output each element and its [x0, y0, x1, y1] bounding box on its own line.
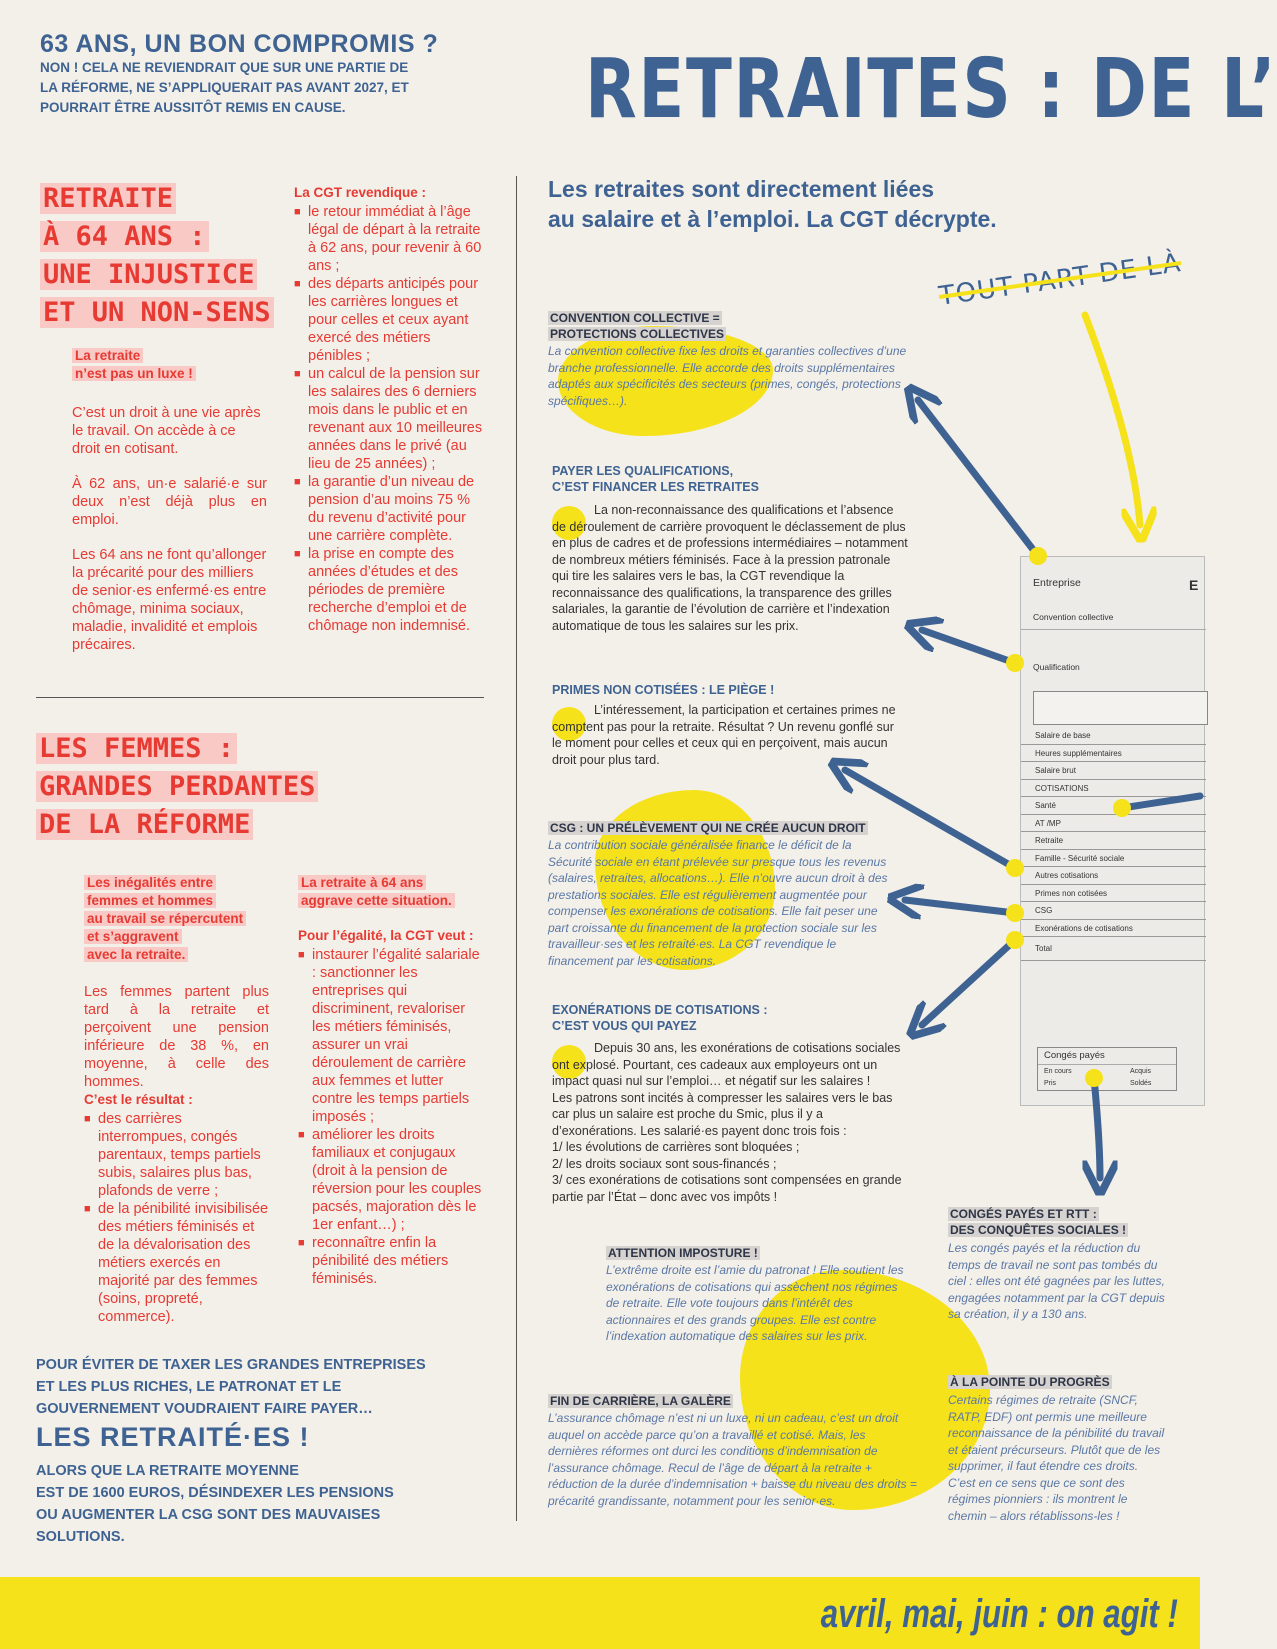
arrow-conges: [1094, 1078, 1100, 1178]
arrow-sante: [1122, 796, 1200, 808]
payslip-row: CSG: [1021, 902, 1206, 920]
connector-dot: [1006, 931, 1024, 949]
connector-dot: [1006, 904, 1024, 922]
revendique-title: La CGT revendique :: [294, 185, 427, 200]
kicker-text: NON ! CELA NE REVIENDRAIT QUE SUR UNE PARTIE DE LA RÉFORME, NE S’APPLIQUERAIT PAS AVANT 2027, ET POURRAIT ÊTRE AUSSITÔT REMIS EN CAUSE.: [40, 60, 409, 115]
connector-dot: [1006, 859, 1024, 877]
payslip-row: Famille - Sécurité sociale: [1021, 850, 1206, 868]
conges-text: Les congés payés et la réduction du temps de travail ne sont pas tombés du ciel : elles ont été gagnées par les luttes, engagées notamment par la CGT depuis sa création, il y a 130 ans.: [948, 1241, 1165, 1321]
arrow-convention: [918, 400, 1038, 556]
main-title: RETRAITES : DE L’: [585, 42, 1277, 137]
progres-title: À LA POINTE DU PROGRÈS: [950, 1375, 1110, 1389]
bottom-outro: ALORS QUE LA RETRAITE MOYENNE EST DE 1600 EUROS, DÉSINDEXER LES PENSIONS OU AUGMENTER LA CSG SONT DES MAUVAISES SOLUTIONS.: [36, 1463, 394, 1545]
attention-title: ATTENTION IMPOSTURE !: [608, 1246, 758, 1260]
payslip-row: Primes non cotisées: [1021, 885, 1206, 903]
resultat-title: C’est le résultat :: [84, 1092, 193, 1107]
payslip-conges-cell: Soldés: [1130, 1080, 1152, 1087]
femmes-title: LES FEMMES : GRANDES PERDANTES DE LA RÉFORME: [36, 730, 366, 844]
payslip-conges-cell: Acquis: [1130, 1068, 1152, 1075]
payslip-qualification: Qualification: [1033, 662, 1080, 672]
payslip-row: Total: [1021, 937, 1206, 961]
kicker-title: 63 ANS, UN BON COMPROMIS ?: [40, 30, 439, 58]
arrow-scribble: [1085, 315, 1140, 525]
payslip-conges-cell: En cours: [1044, 1068, 1072, 1075]
progres-text: Certains régimes de retraite (SNCF, RATP, EDF) ont permis une meilleure reconnaissance de la pénibilité du travail et étaient précurseurs. Plutôt que de les supprimer, il faut étendre ces droits. C’est en ce sens que ce sont des régimes pionniers : ils montrent le chemin – alors rétablissons-les !: [948, 1393, 1165, 1523]
revendique-item: ■ la garantie d’un niveau de pension d’au moins 75 % du revenu d’activité pour une carrière complète.: [294, 473, 486, 545]
fin-carriere-text: L’assurance chômage n’est ni un luxe, ni un cadeau, c’est un droit auquel on accède parce qu’on a travaillé et cotisé. Mais, les dernières réformes ont durci les conditions d’indemnisation de l’assurance chômage. Recul de l’âge de départ à la retraite + réduction de la durée d’indemnisation + baisse du niveau des droits = précarité grandissante, notamment pour les senior·es.: [548, 1411, 917, 1508]
revendique-item: ■ un calcul de la pension sur les salaires des 6 derniers mois dans le public et en revenant aux 10 meilleures années dans le privé (au lieu de 25 années) ;: [294, 365, 486, 473]
convention-title: CONVENTION COLLECTIVE = PROTECTIONS COLLECTIVES: [550, 311, 725, 341]
retraite64-title: RETRAITE À 64 ANS : UNE INJUSTICE ET UN NON-SENS: [40, 180, 275, 332]
exonerations-title: EXONÉRATIONS DE COTISATIONS : C’EST VOUS QUI PAYEZ: [552, 1003, 768, 1033]
inegalites-title: Les inégalités entre femmes et hommes au travail se répercutent et s’aggravent avec la retraite.: [84, 874, 284, 964]
arrow-primes: [845, 770, 1015, 868]
qualifications-text: La non-reconnaissance des qualifications et l’absence de déroulement de carrière provoquent le déclassement de plus en plus de cadres et de professions intermédiaires – notamment de nombreux métiers féminisés. Face à la pression patronale qui tire les salaires vers le bas, la CGT revendique la reconnaissance des qualifications, la transparence des grilles salariales, la garantie de l’évolution de carrière et l’indexation automatique de tous les salaires sur les prix.: [552, 503, 908, 633]
egalite-title: Pour l’égalité, la CGT veut :: [298, 928, 474, 943]
payslip-row: COTISATIONS: [1021, 780, 1206, 798]
bottom-intro: POUR ÉVITER DE TAXER LES GRANDES ENTREPRISES ET LES PLUS RICHES, LE PATRONAT ET LE GOUVERNEMENT VOUDRAIENT FAIRE PAYER…: [36, 1357, 426, 1417]
aggrave-title: La retraite à 64 ans aggrave cette situation.: [298, 874, 488, 910]
payslip-entreprise: Entreprise: [1033, 577, 1081, 589]
primes-title: PRIMES NON COTISÉES : LE PIÈGE !: [552, 683, 775, 697]
payslip-row: Autres cotisations: [1021, 867, 1206, 885]
conges-title: CONGÉS PAYÉS ET RTT : DES CONQUÊTES SOCIALES !: [950, 1207, 1127, 1237]
retraite64-p2: À 62 ans, un·e salarié·e sur deux n’est déjà plus en emploi.: [72, 476, 267, 528]
retraite64-subtitle: La retraite n’est pas un luxe !: [72, 347, 272, 383]
payslip-row: Salaire brut: [1021, 762, 1206, 780]
resultat-item: ■ des carrières interrompues, congés parentaux, temps partiels subis, salaires plus bas, plafonds de verre ;: [84, 1110, 270, 1200]
footer-slogan: avril, mai, juin : on agit !: [820, 1592, 1178, 1636]
right-headline: Les retraites sont directement liées au salaire et à l’emploi. La CGT décrypte.: [548, 176, 997, 232]
connector-dot: [1006, 654, 1024, 672]
fin-carriere-title: FIN DE CARRIÈRE, LA GALÈRE: [550, 1394, 731, 1408]
revendique-item: ■ la prise en compte des années d’études et des périodes de première recherche d’emploi et de chômage non indemnisé.: [294, 545, 486, 635]
payslip-row: Santé: [1021, 797, 1206, 815]
primes-text: L’intéressement, la participation et certaines primes ne comptent pas pour la retraite. Résultat ? Un revenu gonflé sur le moment pour celles et ceux qui en perçoivent, mais aucun droit pour plus tard.: [552, 703, 896, 767]
egalite-item: ■ instaurer l’égalité salariale : sanctionner les entreprises qui discriminent, revaloriser les métiers féminisés, assurer un vrai déroulement de carrière aux femmes et lutter contre les temps partiels imposés ;: [298, 946, 486, 1126]
payslip-row: Exonérations de cotisations: [1021, 920, 1206, 938]
connector-dot: [1113, 799, 1131, 817]
bottom-big: LES RETRAITÉ·ES !: [36, 1422, 310, 1452]
arrow-exonerations: [922, 940, 1015, 1025]
payslip-row: Salaire de base: [1021, 727, 1206, 745]
payslip-row: AT /MP: [1021, 815, 1206, 833]
payslip-convention: Convention collective: [1033, 612, 1114, 622]
convention-text: La convention collective fixe les droits et garanties collectives d’une branche professionnelle. Elle accorde des droits supplémentaires adaptés aux spécificités des secteurs (primes, congés, protections spécifiques…).: [548, 344, 907, 408]
attention-text: L’extrême droite est l’amie du patronat ! Elle soutient les exonérations de cotisations qui assèchent nos régimes de retraite. Elle vote toujours dans l’intérêt des actionnaires et des grands groupes. Elle est contre l’indexation automatique des salaires sur les prix.: [606, 1263, 904, 1343]
connector-dot: [1085, 1069, 1103, 1087]
resultat-item: ■ de la pénibilité invisibilisée des métiers féminisés et de la dévalorisation des métiers exercés en majorité par des femmes (soins, propreté, commerce).: [84, 1200, 270, 1326]
revendique-item: ■ le retour immédiat à l’âge légal de départ à la retraite à 62 ans, pour revenir à 60 ans ;: [294, 203, 486, 275]
payslip-row: Heures supplémentaires: [1021, 745, 1206, 763]
retraite64-p1: C’est un droit à une vie après le travail. On accède à ce droit en cotisant.: [72, 405, 261, 457]
payslip-conges-cell: Pris: [1044, 1080, 1057, 1087]
connector-dot: [1029, 547, 1047, 565]
scribble-title: TOUT PART DE LÀ: [937, 248, 1184, 312]
csg-text: La contribution sociale généralisée finance le déficit de la Sécurité sociale en étant prélevée sur presque tous les revenus (salaires, retraites, allocations…). Elle n’ouvre aucun droit à des prestations sociales. Elle est régulièrement augmentée pour compenser les exonérations de cotisations. Elle fait peser une part croissante du financement de la protection sociale sur les travailleur·ses et les retraité·es. La CGT revendique le financement par les cotisations.: [548, 838, 888, 968]
arrow-qualifications: [922, 630, 1015, 663]
egalite-item: ■ reconnaître enfin la pénibilité des métiers féminisés.: [298, 1234, 486, 1288]
payslip-conges-title: Congés payés: [1044, 1050, 1105, 1061]
csg-title: CSG : UN PRÉLÈVEMENT QUI NE CRÉE AUCUN DROIT: [550, 821, 866, 835]
payslip-row: Retraite: [1021, 832, 1206, 850]
qualifications-title: PAYER LES QUALIFICATIONS, C’EST FINANCER LES RETRAITES: [552, 464, 759, 494]
footer-slogan-wrap: [720, 1584, 1178, 1644]
payslip-corner-letter: E: [1189, 577, 1199, 593]
egalite-item: ■ améliorer les droits familiaux et conjugaux (droit à la pension de réversion pour les couples pacsés, majoration dès le 1er enfant…) ;: [298, 1126, 486, 1234]
revendique-item: ■ des départs anticipés pour les carrières longues et pour celles et ceux ayant exercé des métiers pénibles ;: [294, 275, 486, 365]
exonerations-text: Depuis 30 ans, les exonérations de cotisations sociales ont explosé. Pourtant, ces cadeaux aux employeurs ont un impact quasi nul sur l’emploi… et négatif sur les salaires ! Les patrons sont incités à compresser les salaires vers le bas car plus un salaire est proche du Smic, plus il y a d’exonérations. Les salarié·es payent donc trois fois : 1/ les évolutions de carrières sont bloquées ; 2/ les droits sociaux sont sous-financés ; 3/ ces exonérations de cotisations sont compensées en grande partie par l’État – donc avec vos impôts !: [552, 1041, 902, 1204]
femmes-p1: Les femmes partent plus tard à la retraite et perçoivent une pension inférieure de 38 %, en moyenne, à celle des hommes.: [84, 984, 269, 1090]
retraite64-p3: Les 64 ans ne font qu’allonger la précarité pour des milliers de senior·es enfermé·es entre chômage, minima sociaux, maladie, invalidité et emplois précaires.: [72, 547, 267, 653]
arrow-csg: [905, 900, 1015, 913]
